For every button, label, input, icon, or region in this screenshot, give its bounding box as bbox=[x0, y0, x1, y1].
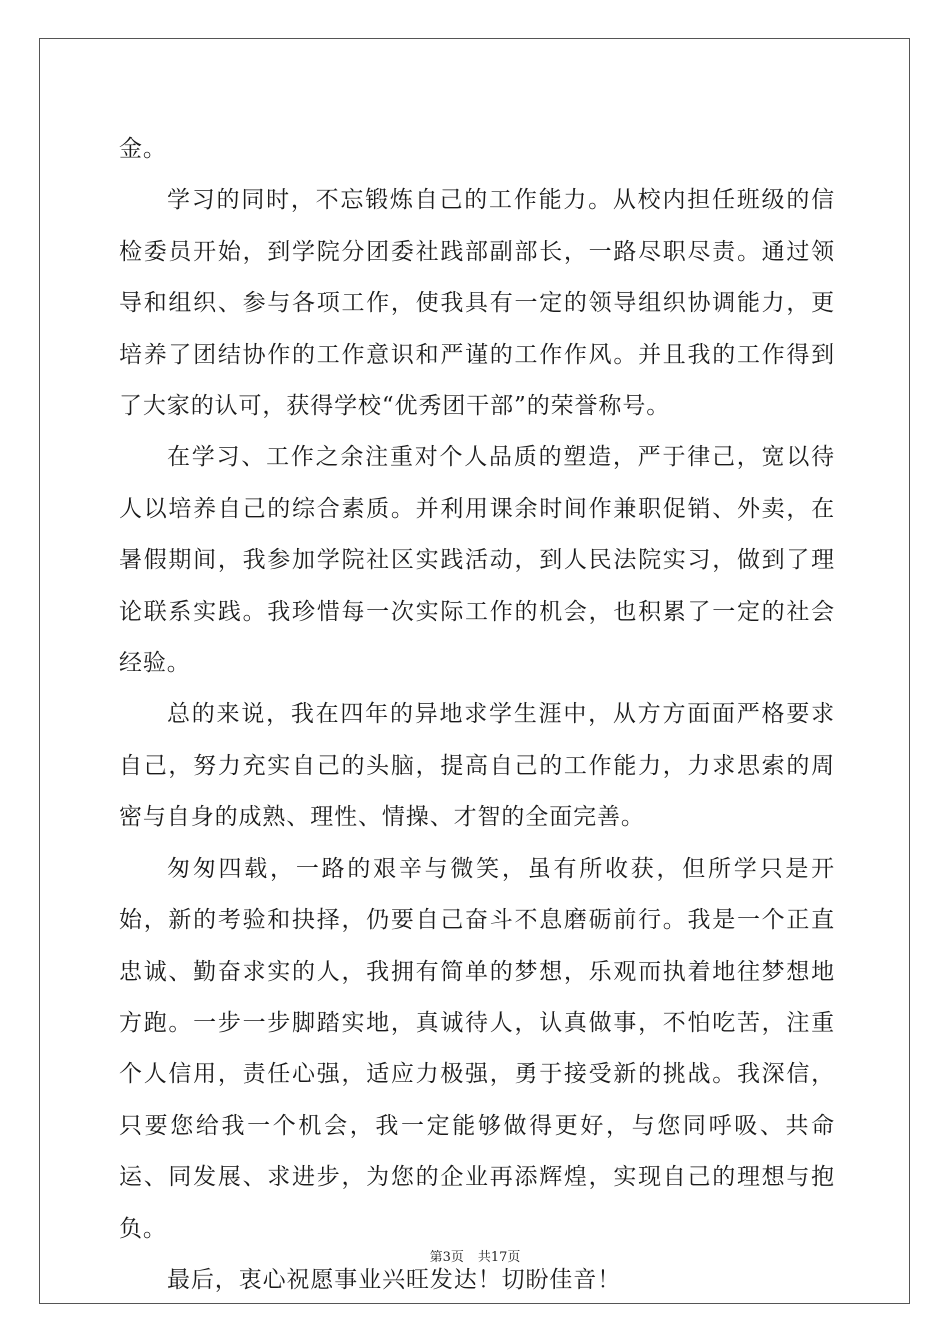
page-footer bbox=[0, 1246, 950, 1265]
document-body bbox=[119, 124, 835, 1306]
paragraph-closing: 最后，衷心祝愿事业兴旺发达！切盼佳音！ bbox=[167, 1266, 622, 1293]
paragraph-four-years: 匆匆四载，一路的艰辛与微笑，虽有所收获，但所学只是开始，新的考验和抉择，仍要自己奋斗不息磨砺前行。我是一个正直忠诚、勤奋求实的人，我拥有简单的梦想，乐观而执着地往梦想地方跑。一步一步脚踏实地，真诚待人，认真做事，不怕吃苦，注重个人信用，责任心强，适应力极强，勇于接受新的挑战。我深信，只要您给我一个机会，我一定能够做得更好，与您同呼吸、共命运、同发展、求进步，为您的企业再添辉煌，实现自己的理想与抱负。 bbox=[119, 855, 835, 1242]
paragraph-continuation: 金。 bbox=[119, 136, 167, 162]
page-number: 第3页 bbox=[429, 1250, 464, 1265]
paragraph-summary: 总的来说，我在四年的异地求学生涯中，从方方面面严格要求自己，努力充实自己的头脑，提高自己的工作能力，力求思索的周密与自身的成熟、理性、情操、才智的全面完善。 bbox=[119, 701, 835, 831]
paragraph-work-ability: 学习的同时，不忘锻炼自己的工作能力。从校内担任班级的信检委员开始，到学院分团委社践部副部长，一路尽职尽责。通过领导和组织、参与各项工作，使我具有一定的领导组织协调能力，更培养了团结协作的工作意识和严谨的工作作风。并且我的工作得到了大家的认可，获得学校“优秀团干部”的荣誉称号。 bbox=[119, 187, 835, 420]
paragraph-personal-quality: 在学习、工作之余注重对个人品质的塑造，严于律己，宽以待人以培养自己的综合素质。并利用课余时间作兼职促销、外卖，在暑假期间，我参加学院社区实践活动，到人民法院实习，做到了理论联系实践。我珍惜每一次实际工作的机会，也积累了一定的社会经验。 bbox=[119, 444, 835, 677]
page-total: 共17页 bbox=[477, 1250, 521, 1265]
